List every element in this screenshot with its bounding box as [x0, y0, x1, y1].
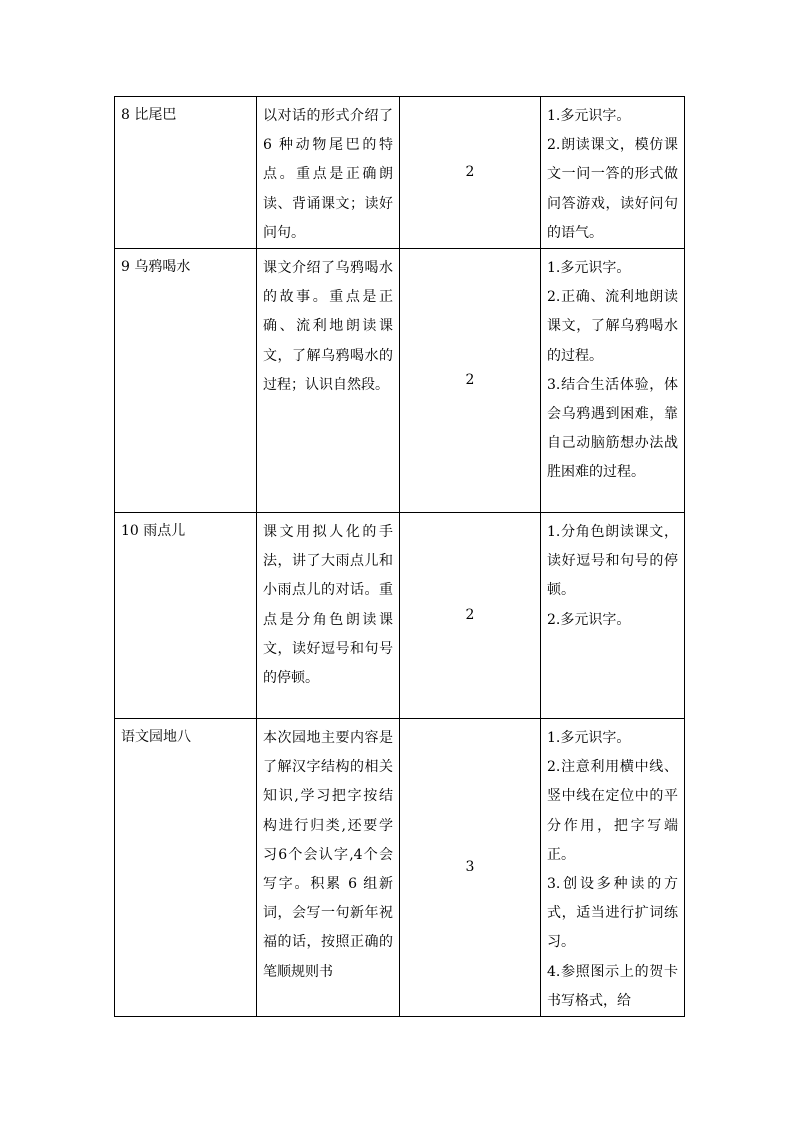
lesson-content: 课文介绍了乌鸦喝水的故事。重点是正确、流利地朗读课文，了解乌鸦喝水的过程；认识自然段。 [257, 249, 400, 513]
lesson-hours: 2 [400, 513, 541, 719]
goal-item: 1.多元识字。 [547, 108, 631, 124]
lesson-content: 以对话的形式介绍了 6 种动物尾巴的特点。重点是正确朗读、背诵课文；读好问句。 [257, 97, 400, 249]
lesson-goals [541, 513, 685, 719]
lesson-title: 语文园地八 [115, 719, 257, 1017]
goal-item: 4.参照图示上的贺卡书写格式，给 [547, 963, 678, 1009]
goal-item: 1.多元识字。 [547, 730, 631, 747]
lesson-content: 本次园地主要内容是了解汉字结构的相关知识,学习把字按结构进行归类,还要学习6个会认字,4个会写字。积累 6 组新词，会写一句新年祝福的话，按照正确的笔顺规则书 [257, 719, 400, 1017]
goal-item: 2.朗读课文，模仿课文一问一答的形式做问答游戏，读好问句的语气。 [547, 137, 678, 241]
lesson-content: 课文用拟人化的手法，讲了大雨点儿和小雨点儿的对话。重点是分角色朗读课文，读好逗号和句号的停顿。 [257, 513, 400, 719]
lesson-hours: 3 [400, 719, 541, 1017]
goal-item: 1.多元识字。 [547, 260, 631, 277]
goal-item: 2.正确、流利地朗读课文，了解乌鸦喝水的过程。 [547, 289, 678, 364]
lesson-title: 10 雨点儿 [115, 513, 257, 719]
lesson-hours: 2 [400, 249, 541, 513]
lesson-hours: 2 [400, 97, 541, 249]
goal-item: 2.注意利用横中线、竖中线在定位中的平分作用，把字写端正。 [547, 759, 678, 863]
lesson-goals [541, 97, 685, 249]
goal-item: 3.结合生活体验，体会乌鸦遇到困难，靠自己动脑筋想办法战胜困难的过程。 [547, 376, 678, 481]
goal-item: 2.多元识字。 [547, 611, 631, 628]
table-row [115, 719, 685, 1017]
lesson-title: 8 比尾巴 [115, 97, 257, 249]
table-row [115, 513, 685, 719]
lesson-plan-table [114, 96, 685, 1017]
goal-item: 3.创设多种读的方式，适当进行扩词练习。 [547, 876, 678, 951]
table-row [115, 97, 685, 249]
lesson-goals [541, 719, 685, 1017]
goal-item: 1.分角色朗读课文，读好逗号和句号的停顿。 [547, 524, 678, 599]
table-row [115, 249, 685, 513]
lesson-title: 9 乌鸦喝水 [115, 249, 257, 513]
lesson-goals [541, 249, 685, 513]
